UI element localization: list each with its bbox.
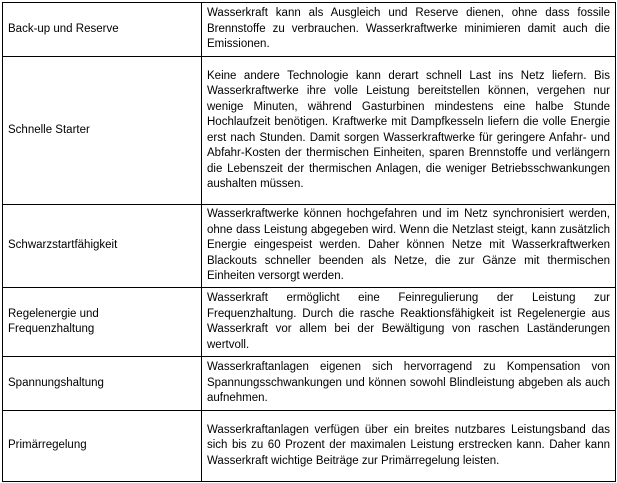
table-row [3,288,616,357]
row-label: Primärregelung [3,411,202,482]
row-description: Wasserkraftanlagen verfügen über ein breites nutzbares Leistungsband das sich bis zu 60 Prozent der maximalen Leistung erstrecken kann. Daher kann Wasserkraft wichtige Beiträge zur Primärregelung leisten. [202,411,616,482]
row-label-line-2: Frequenzhaltung [8,323,95,335]
table-row [3,3,616,57]
row-label: Spannungshaltung [3,357,202,411]
row-label-line-1: Regelenergie und [8,307,99,320]
table-row [3,205,616,288]
row-description: Wasserkraft ermöglicht eine Feinregulierung der Leistung zur Frequenzhaltung. Durch die rasche Reaktionsfähigkeit ist Regelenergie aus Wasserkraft vor allem bei der Bewältigung von raschen Laständerungen wertvoll. [202,288,616,357]
row-label: Back-up und Reserve [3,3,202,57]
row-label: Schnelle Starter [3,57,202,205]
table-row [3,357,616,411]
row-label: Schwarzstartfähigkeit [3,205,202,288]
row-description: Keine andere Technologie kann derart schnell Last ins Netz liefern. Bis Wasserkraftwerke ihre volle Leistung bereitstellen können, vergehen nur wenige Minuten, während Gasturbinen mindestens eine halbe Stunde Hochlaufzeit benötigen. Kraftwerke mit Dampfkesseln liefern die volle Energie erst nach Stunden. Damit sorgen Wasserkraftwerke für geringere Anfahr- und Abfahr-Kosten der thermischen Einheiten, sparen Brennstoffe und verlängern die Lebenszeit der thermischen Anlagen, die weniger Betriebsschwankungen aushalten müssen. [202,57,616,205]
table-body [3,3,616,482]
table-row [3,57,616,205]
row-label [3,288,202,357]
hydropower-benefits-table [2,2,616,482]
row-description: Wasserkraftwerke können hochgefahren und im Netz synchronisiert werden, ohne dass Leistung abgegeben wird. Wenn die Netzlast steigt, kann zusätzlich Energie eingespeist werden. Daher können Netze mit Wasserkraftwerken Blackouts schneller beenden als Netze, die zur Gänze mit thermischen Einheiten versorgt werden. [202,205,616,288]
row-description: Wasserkraft kann als Ausgleich und Reserve dienen, ohne dass fossile Brennstoffe zu verbrauchen. Wasserkraftwerke minimieren damit auch die Emissionen. [202,3,616,57]
table-row [3,411,616,482]
row-description: Wasserkraftanlagen eigenen sich hervorragend zu Kompensation von Spannungsschwankungen und können sowohl Blindleistung abgeben als auch aufnehmen. [202,357,616,411]
